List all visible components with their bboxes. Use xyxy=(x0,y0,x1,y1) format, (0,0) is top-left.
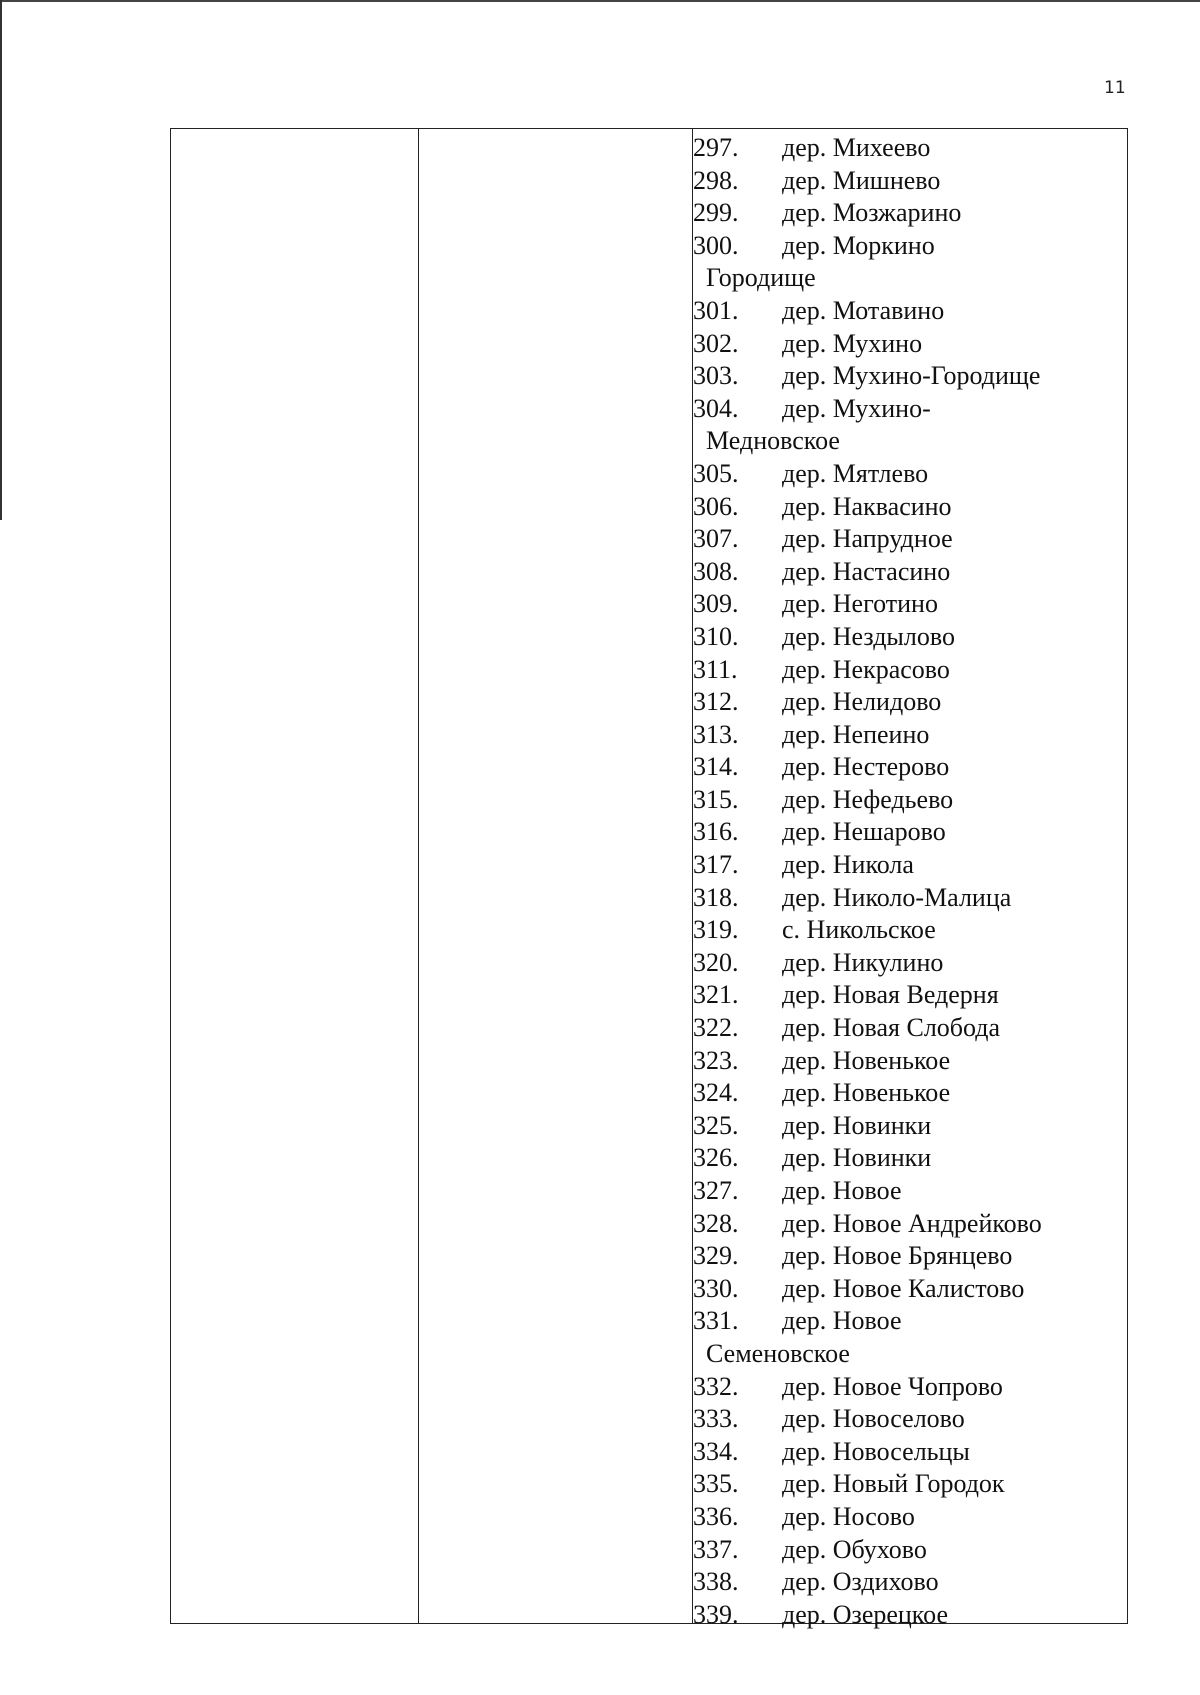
item-number: 321. xyxy=(693,980,739,1010)
list-item xyxy=(693,1599,1127,1632)
list-item xyxy=(693,882,1127,915)
list-item xyxy=(693,523,1127,556)
list-item xyxy=(693,1436,1127,1469)
item-number: 337. xyxy=(693,1534,739,1564)
column-divider-1 xyxy=(418,129,419,1623)
item-number: 317. xyxy=(693,850,739,880)
item-name: дер. Новенькое xyxy=(782,1045,951,1075)
item-number: 314. xyxy=(693,752,739,782)
item-number: 331. xyxy=(693,1306,739,1336)
list-item xyxy=(693,295,1127,328)
item-number: 323. xyxy=(693,1045,739,1075)
item-name: дер. Нелидово xyxy=(782,687,942,717)
item-name: Медновское xyxy=(706,426,840,456)
item-number: 325. xyxy=(693,1110,739,1140)
list-item xyxy=(693,816,1127,849)
item-name: дер. Николо-Малица xyxy=(782,882,1012,912)
list-item xyxy=(693,1175,1127,1208)
scan-edge-left xyxy=(0,0,2,520)
item-number: 319. xyxy=(693,915,739,945)
list-item xyxy=(693,393,1127,426)
list-item xyxy=(693,1077,1127,1110)
item-name: дер. Озерецкое xyxy=(782,1599,948,1629)
list-item xyxy=(693,1045,1127,1078)
item-number: 329. xyxy=(693,1241,739,1271)
item-name: дер. Неготино xyxy=(782,589,938,619)
item-name: дер. Нешарово xyxy=(782,817,946,847)
item-number: 310. xyxy=(693,621,739,651)
item-name: дер. Новый Городок xyxy=(782,1469,1005,1499)
item-name: дер. Непеино xyxy=(782,719,930,749)
item-name: дер. Михеево xyxy=(782,133,931,162)
list-item xyxy=(693,1110,1127,1143)
list-item xyxy=(693,1566,1127,1599)
item-number: 326. xyxy=(693,1143,739,1173)
list-item xyxy=(693,1468,1127,1501)
list-item xyxy=(693,588,1127,621)
item-number: 320. xyxy=(693,947,739,977)
list-item xyxy=(693,686,1127,719)
item-number: 312. xyxy=(693,687,739,717)
list-item xyxy=(693,556,1127,589)
item-number: 303. xyxy=(693,361,739,391)
item-name: дер. Наквасино xyxy=(782,491,952,521)
item-name: дер. Напрудное xyxy=(782,524,953,554)
list-item xyxy=(693,1403,1127,1436)
item-number: 308. xyxy=(693,556,739,586)
item-name: дер. Мухино xyxy=(782,328,923,358)
list-item xyxy=(693,1305,1127,1338)
list-item xyxy=(693,197,1127,230)
item-name: дер. Моркино xyxy=(782,230,935,260)
list-item xyxy=(693,1371,1127,1404)
list-item xyxy=(693,1273,1127,1306)
list-item xyxy=(693,751,1127,784)
item-number: 336. xyxy=(693,1501,739,1531)
item-number: 304. xyxy=(693,393,739,423)
item-name: дер. Мятлево xyxy=(782,458,929,488)
list-item xyxy=(693,719,1127,752)
item-name: дер. Новое Андрейково xyxy=(782,1208,1042,1238)
item-number: 302. xyxy=(693,328,739,358)
item-name: Городище xyxy=(706,263,816,293)
item-number: 330. xyxy=(693,1273,739,1303)
item-name: дер. Новосельцы xyxy=(782,1436,970,1466)
item-name: дер. Новенькое xyxy=(782,1078,951,1108)
item-name: дер. Новинки xyxy=(782,1110,932,1140)
item-number: 313. xyxy=(693,719,739,749)
list-item xyxy=(693,784,1127,817)
list-item xyxy=(693,328,1127,361)
list-item xyxy=(693,230,1127,263)
list-item xyxy=(693,1338,1127,1371)
item-name: дер. Нездылово xyxy=(782,621,955,651)
item-number: 335. xyxy=(693,1469,739,1499)
item-number: 332. xyxy=(693,1371,739,1401)
list-item xyxy=(693,425,1127,458)
item-name: дер. Обухово xyxy=(782,1534,927,1564)
item-name: дер. Мухино- xyxy=(782,393,931,423)
item-number: 316. xyxy=(693,817,739,847)
list-item xyxy=(693,491,1127,524)
list-item xyxy=(693,132,1127,165)
list-item xyxy=(693,262,1127,295)
list-item xyxy=(693,654,1127,687)
item-number: 327. xyxy=(693,1176,739,1205)
item-name: дер. Нестерово xyxy=(782,752,950,782)
item-number: 324. xyxy=(693,1078,739,1108)
item-name: дер. Мишнево xyxy=(782,165,941,195)
item-name: дер. Мотавино xyxy=(782,295,945,325)
list-item xyxy=(693,360,1127,393)
list-item xyxy=(693,849,1127,882)
item-number: 322. xyxy=(693,1013,739,1043)
list-item xyxy=(693,1240,1127,1273)
item-name: дер. Новая Ведерня xyxy=(782,980,999,1010)
list-item xyxy=(693,947,1127,980)
item-name: дер. Мухино-Городище xyxy=(782,361,1041,391)
item-number: 334. xyxy=(693,1436,739,1466)
list-item xyxy=(693,1142,1127,1175)
list-item xyxy=(693,1534,1127,1567)
item-name: дер. Новоселово xyxy=(782,1404,965,1434)
item-name: дер. Никола xyxy=(782,850,914,880)
item-number: 309. xyxy=(693,589,739,619)
list-item xyxy=(693,621,1127,654)
item-number: 307. xyxy=(693,524,739,554)
item-number: 299. xyxy=(693,198,739,228)
item-number: 318. xyxy=(693,882,739,912)
item-number: 305. xyxy=(693,458,739,488)
item-name: дер. Нефедьево xyxy=(782,784,954,814)
item-number: 298. xyxy=(693,165,739,195)
list-item xyxy=(693,914,1127,947)
item-name: дер. Новое xyxy=(782,1306,902,1336)
item-name: дер. Новое Брянцево xyxy=(782,1241,1013,1271)
settlement-list xyxy=(693,132,1127,1629)
item-number: 297. xyxy=(693,133,739,162)
list-item xyxy=(693,1501,1127,1534)
item-number: 328. xyxy=(693,1208,739,1238)
item-name: Семеновское xyxy=(706,1338,850,1368)
item-number: 333. xyxy=(693,1404,739,1434)
item-name: дер. Новое xyxy=(782,1176,902,1205)
item-name: дер. Новинки xyxy=(782,1143,932,1173)
item-number: 311. xyxy=(693,654,738,684)
item-name: с. Никольское xyxy=(782,915,936,945)
list-item xyxy=(693,458,1127,491)
item-number: 339. xyxy=(693,1599,739,1629)
list-item xyxy=(693,1012,1127,1045)
item-name: дер. Мозжарино xyxy=(782,198,962,228)
item-name: дер. Новое Калистово xyxy=(782,1273,1025,1303)
settlements-table xyxy=(170,128,1128,1629)
item-name: дер. Носово xyxy=(782,1501,915,1531)
item-number: 306. xyxy=(693,491,739,521)
item-name: дер. Некрасово xyxy=(782,654,950,684)
list-item xyxy=(693,979,1127,1012)
item-number: 300. xyxy=(693,230,739,260)
item-name: дер. Оздихово xyxy=(782,1567,939,1597)
list-item xyxy=(693,1208,1127,1241)
item-name: дер. Новое Чопрово xyxy=(782,1371,1003,1401)
item-number: 338. xyxy=(693,1567,739,1597)
item-name: дер. Новая Слобода xyxy=(782,1013,1001,1043)
page-number: 11 xyxy=(1104,78,1126,98)
list-item xyxy=(693,165,1127,198)
item-name: дер. Никулино xyxy=(782,947,944,977)
item-number: 315. xyxy=(693,784,739,814)
item-name: дер. Настасино xyxy=(782,556,951,586)
item-number: 301. xyxy=(693,295,739,325)
scan-edge-top xyxy=(0,0,1200,2)
